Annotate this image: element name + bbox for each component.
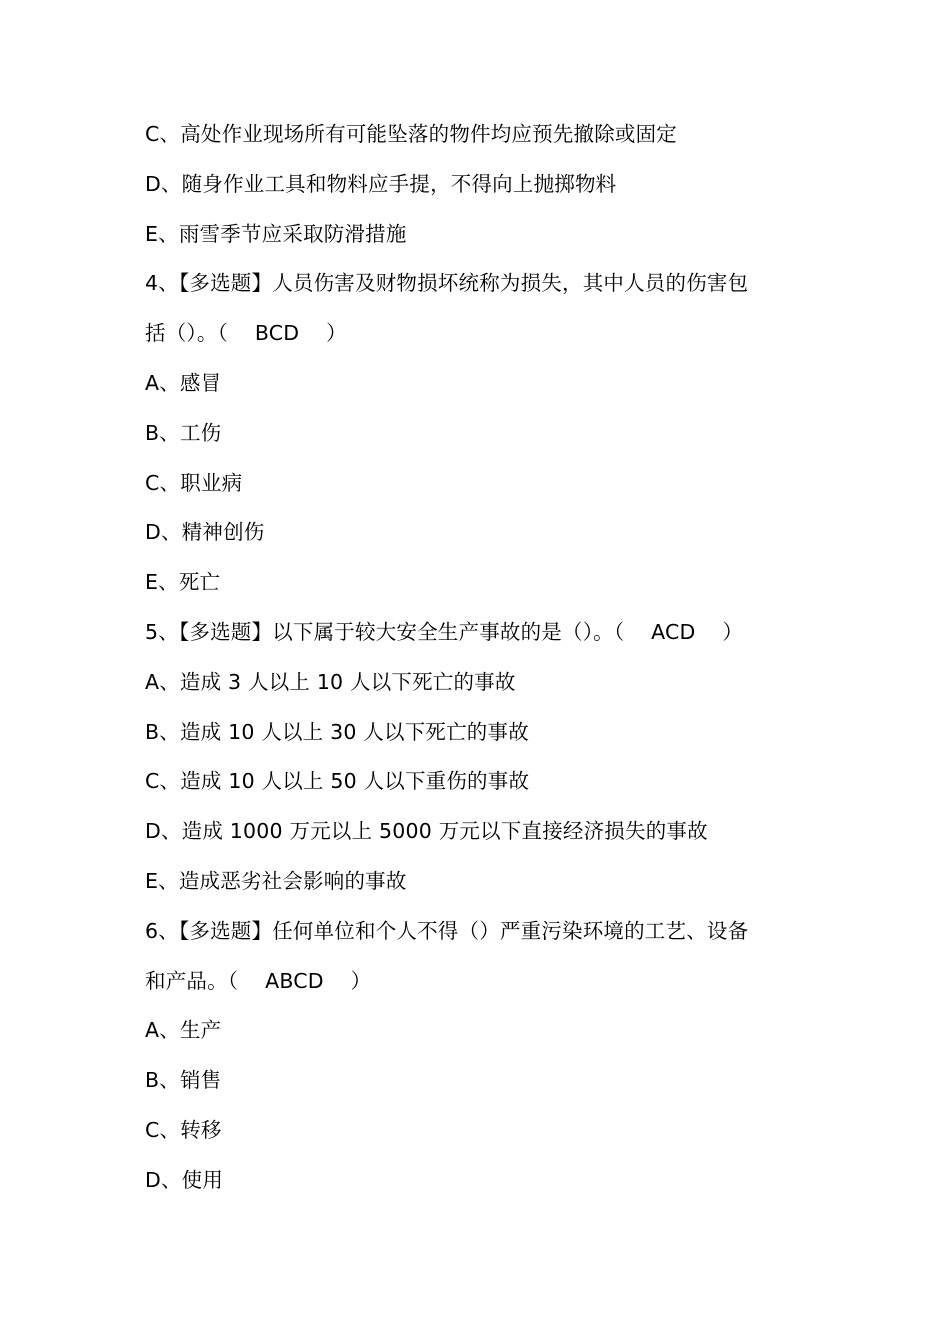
- option-line: B、销售: [145, 1068, 222, 1093]
- option-line: C、造成 10 人以上 50 人以下重伤的事故: [145, 769, 530, 794]
- option-line: C、转移: [145, 1117, 222, 1142]
- option-line: E、造成恶劣社会影响的事故: [145, 868, 407, 893]
- option-line: C、高处作业现场所有可能坠落的物件均应预先撤除或固定: [145, 122, 678, 146]
- option-line: A、生产: [145, 1018, 222, 1043]
- option-line: A、造成 3 人以上 10 人以下死亡的事故: [145, 669, 516, 694]
- option-line: A、感冒: [145, 370, 222, 395]
- question-line-answer: 和产品。（ ABCD ）: [145, 968, 372, 993]
- option-line: D、随身作业工具和物料应手提，不得向上抛掷物料: [145, 171, 617, 196]
- option-line: D、造成 1000 万元以上 5000 万元以下直接经济损失的事故: [145, 819, 708, 844]
- question-line: 6、【多选题】任何单位和个人不得（）严重污染环境的工艺、设备: [145, 918, 749, 943]
- option-line: D、精神创伤: [145, 520, 265, 545]
- option-line: B、工伤: [145, 420, 222, 445]
- question-line: 4、【多选题】人员伤害及财物损坏统称为损失，其中人员的伤害包: [145, 271, 749, 296]
- option-line: B、造成 10 人以上 30 人以下死亡的事故: [145, 719, 529, 744]
- option-line: E、雨雪季节应采取防滑措施: [145, 221, 407, 246]
- option-line: C、职业病: [145, 470, 243, 495]
- option-line: D、使用: [145, 1167, 224, 1192]
- option-line: E、死亡: [145, 570, 221, 595]
- question-line-answer: 5、【多选题】以下属于较大安全生产事故的是（）。（ ACD ）: [145, 619, 744, 644]
- document-body: [145, 110, 835, 1206]
- question-line-answer: 括（）。（ BCD ）: [145, 321, 347, 346]
